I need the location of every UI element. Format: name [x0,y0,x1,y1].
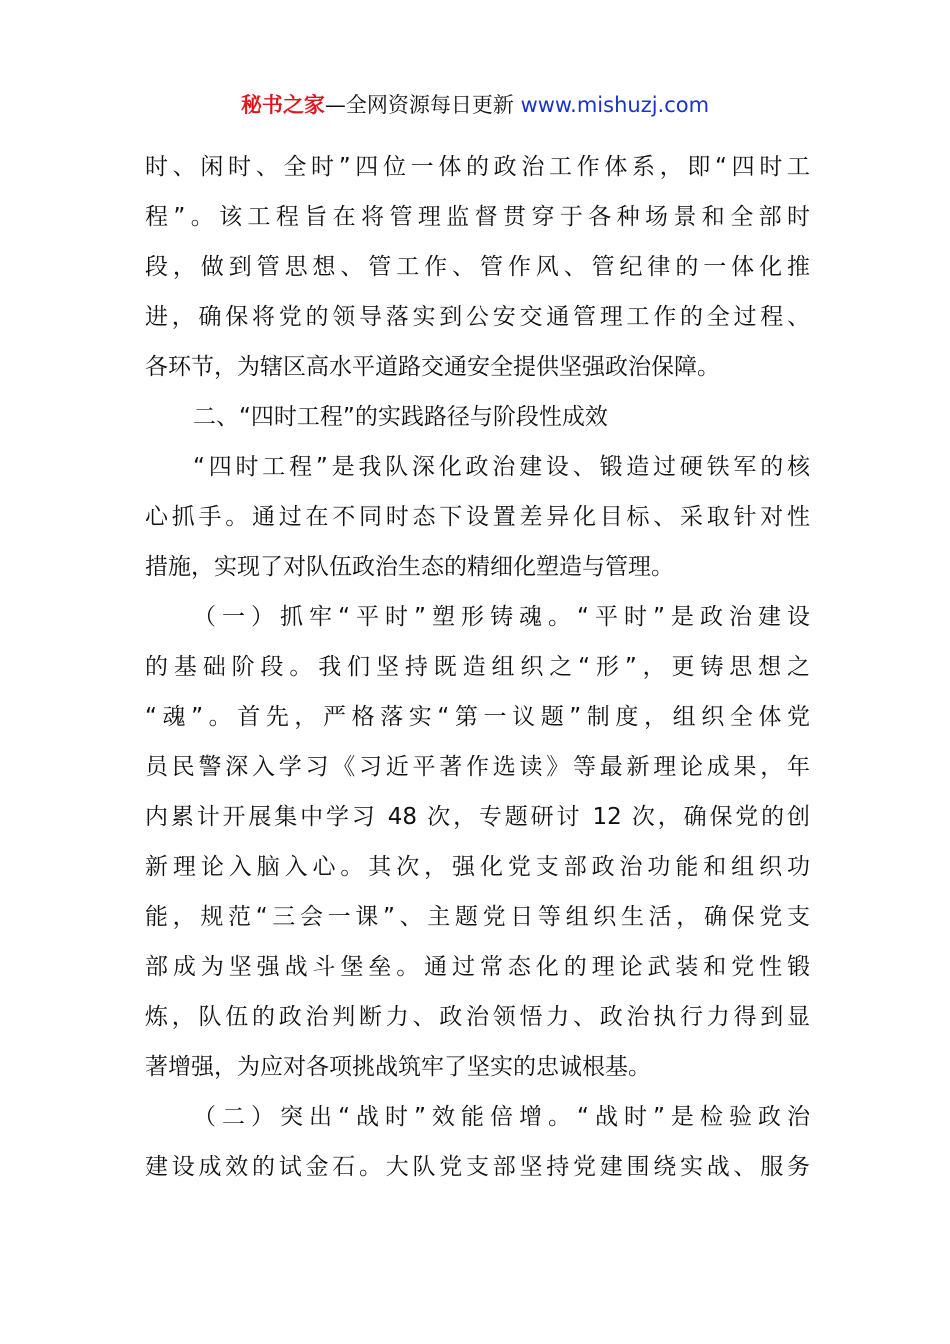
document-body [145,148,810,1198]
text-line: 程”。该工程旨在将管理监督贯穿于各种场景和全部时 [145,204,810,230]
site-header [0,88,950,122]
text-line: 炼，队伍的政治判断力、政治领悟力、政治执行力得到显 [145,1004,810,1030]
text-line: 段，做到管思想、管工作、管作风、管纪律的一体化推 [145,254,810,280]
text-line: 新理论入脑入心。其次，强化党支部政治功能和组织功 [145,854,810,880]
text-line: 进，确保将党的领导落实到公安交通管理工作的全过程、 [145,304,810,330]
text-line: 措施，实现了对队伍政治生态的精细化塑造与管理。 [145,554,674,580]
paragraph [145,148,810,398]
header-tagline: 全网资源每日更新 [345,93,514,117]
text-line: 时、闲时、全时”四位一体的政治工作体系，即“四时工 [145,154,810,180]
text-line: 员民警深入学习《习近平著作选读》等最新理论成果，年 [145,754,810,780]
text-line: 建设成效的试金石。大队党支部坚持党建围绕实战、服务 [145,1154,810,1180]
header-dash: — [324,93,346,117]
text-line: （二）突出“战时”效能倍增。“战时”是检验政治 [193,1104,810,1130]
text-line: 部成为坚强战斗堡垒。通过常态化的理论武装和党性锻 [145,954,810,980]
text-line: 二、“四时工程”的实践路径与阶段性成效 [193,404,608,430]
paragraph [145,448,810,598]
text-line: 能，规范“三会一课”、主题党日等组织生活，确保党支 [145,904,810,930]
text-line: 心抓手。通过在不同时态下设置差异化目标、采取针对性 [145,504,810,530]
text-line: “魂”。首先，严格落实“第一议题”制度，组织全体党 [145,704,810,730]
paragraph [145,598,810,1098]
text-line: 内累计开展集中学习 48 次，专题研讨 12 次，确保党的创 [145,804,810,830]
text-line: （一）抓牢“平时”塑形铸魂。“平时”是政治建设 [193,604,810,630]
text-line: 著增强，为应对各项挑战筑牢了坚实的忠诚根基。 [145,1054,651,1080]
text-line: 各环节，为辖区高水平道路交通安全提供坚强政治保障。 [145,354,720,380]
site-brand: 秘书之家 [240,93,325,117]
text-line: “四时工程”是我队深化政治建设、锻造过硬铁军的核 [193,454,810,480]
paragraph [145,1098,810,1198]
paragraph [145,398,810,448]
text-line: 的基础阶段。我们坚持既造组织之“形”，更铸思想之 [145,654,810,680]
site-url-link[interactable]: www.mishuzj.com [520,93,710,117]
